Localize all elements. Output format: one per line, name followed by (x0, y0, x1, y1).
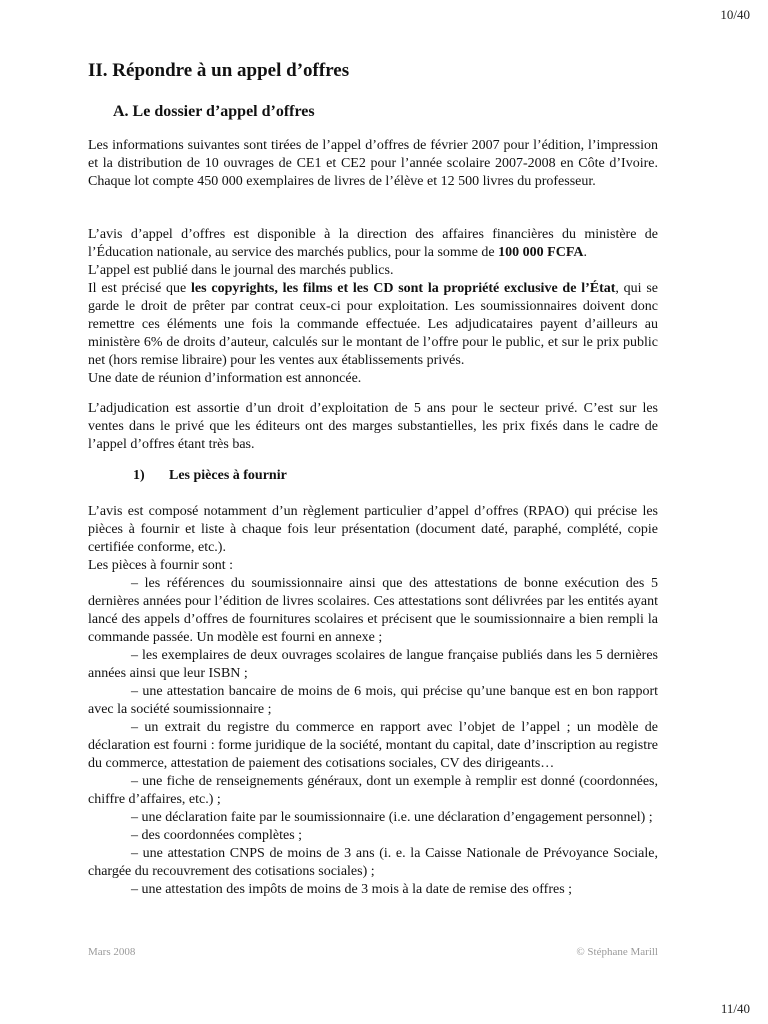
subsection-number: 1) (133, 468, 145, 483)
copyright-text-end: , qui se garde le droit de prêter par contrat ceux-ci pour exploitation. Les soumissionnaires doivent donc remettre ces éléments une fois la commande effectuée. Les adjudicataires payent d’ailleurs au ministère 6% de droits d’auteur, calculés sur le montant de l’offre pour le public, et sur le prix public net (hors remise libraire) pour les ventes aux établissements privés. (88, 281, 658, 368)
list-item: – une attestation bancaire de moins de 6 mois, qui précise qu’une banque est en bon rapport avec la société soumissionnaire ; (88, 684, 658, 717)
section-heading: II. Répondre à un appel d’offres (88, 60, 350, 81)
avis-publication: L’appel est publié dans le journal des marchés publics. (88, 263, 394, 278)
list-item: – une fiche de renseignements généraux, dont un exemple à remplir est donné (coordonnées, chiffre d’affaires, etc.) ; (88, 774, 658, 807)
subsection-title (133, 468, 287, 484)
page-number-top: 10/40 (720, 7, 750, 22)
list-item: – une attestation des impôts de moins de 3 mois à la date de remise des offres ; (131, 882, 573, 897)
paragraph-intro: Les informations suivantes sont tirées de l’appel d’offres de février 2007 pour l’édition, l’impression et la distribution de 10 ouvrages de CE1 et CE2 pour l’année scolaire 2007-2008 en Côte d’Ivoire. Chaque lot compte 450 000 exemplaires de livres de l’élève et 12 500 livres du professeur. (88, 138, 658, 189)
meeting-note: Une date de réunion d’information est annoncée. (88, 371, 362, 386)
copyright-text: Il est précisé que (88, 281, 192, 296)
avis-text: L’avis d’appel d’offres est disponible à la direction des affaires financières du ministère de l’Éducation nationale, au service des marchés publics, pour la somme de (88, 227, 658, 260)
footer-date: Mars 2008 (88, 946, 136, 958)
avis-text-end: . (583, 245, 587, 260)
subsection-title-text: Les pièces à fournir (169, 468, 287, 483)
list-item: – une attestation CNPS de moins de 3 ans (i. e. la Caisse Nationale de Prévoyance Sociale, chargée du recouvrement des cotisations sociales) ; (88, 846, 658, 879)
list-item: – des coordonnées complètes ; (131, 828, 303, 843)
avis-price: 100 000 FCFA (498, 245, 584, 260)
page-number-bottom: 11/40 (720, 1001, 750, 1016)
paragraph-rpao: L’avis est composé notamment d’un règlement particulier d’appel d’offres (RPAO) qui précise les pièces à fournir et liste à chaque fois leur présentation (document daté, paraphé, complété, copie certifiée conforme, etc.). (88, 504, 658, 555)
paragraph-avis (88, 226, 658, 388)
subsection-heading: A. Le dossier d’appel d’offres (113, 103, 315, 120)
pieces-block (88, 503, 658, 899)
list-item: – les références du soumissionnaire ainsi que des attestations de bonne exécution des 5 dernières années pour l’édition de livres scolaires. Ces attestations sont délivrées par les entités ayant lancé des appels d’offres de fournitures scolaires et précisent que le soumissionnaire a bien rempli la commande passée. Un modèle est fourni en annexe ; (88, 576, 658, 645)
list-item: – les exemplaires de deux ouvrages scolaires de langue française publiés dans les 5 dernières années ainsi que leur ISBN ; (88, 648, 658, 681)
list-intro: Les pièces à fournir sont : (88, 558, 234, 573)
list-item: – un extrait du registre du commerce en rapport avec l’objet de l’appel ; un modèle de déclaration est fourni : forme juridique de la société, montant du capital, date d’inscription au registre du commerce, attestation de paiement des cotisations sociales, CV des dirigeants… (88, 720, 658, 771)
list-item: – une déclaration faite par le soumissionnaire (i.e. une déclaration d’engagement personnel) ; (131, 810, 653, 825)
copyright-bold: les copyrights, les films et les CD sont la propriété exclusive de l’État (191, 281, 616, 296)
paragraph-adjudication: L’adjudication est assortie d’un droit d’exploitation de 5 ans pour le secteur privé. C’est sur les ventes dans le privé que les éditeurs ont des marges substantielles, les prix fixés dans le cadre de l’appel d’offres étant très bas. (88, 401, 658, 452)
footer-copyright: © Stéphane Marill (576, 946, 658, 958)
